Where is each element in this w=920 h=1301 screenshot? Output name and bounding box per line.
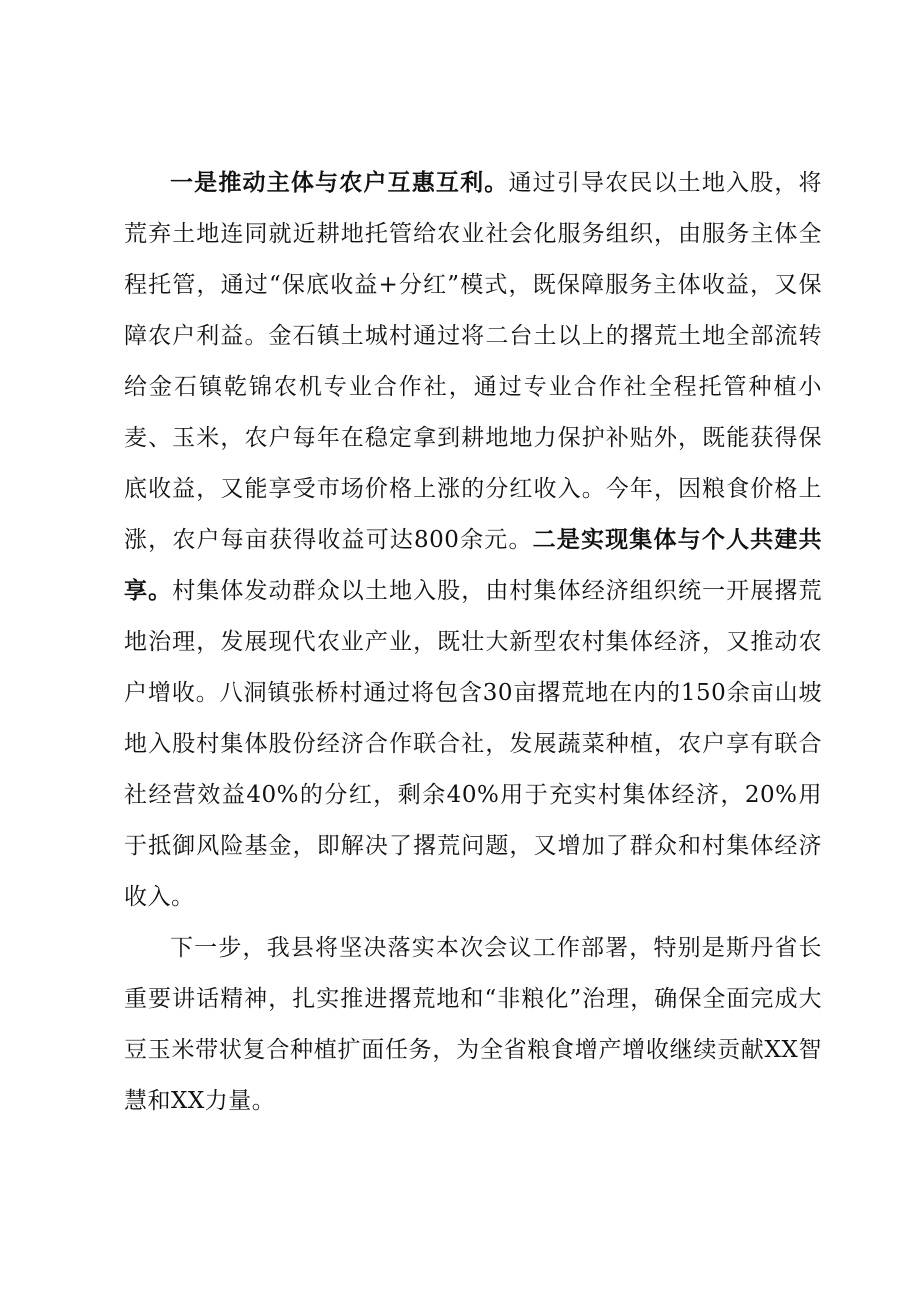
- heading-co-build-share: 二是实现集体与个人共建共享。: [124, 527, 822, 604]
- paragraph-next-step: [124, 923, 822, 1127]
- text-mutual-benefit: 通过引导农民以土地入股，将荒弃土地连同就近耕地托管给农业社会化服务组织，由服务主体全程托管，通过“保底收益+分红”模式，既保障服务主体收益，又保障农户利益。金石镇土城村通过将二台土以上的撂荒土地全部流转给金石镇乾锦农机专业合作社，通过专业合作社全程托管种植小麦、玉米，农户每年在稳定拿到耕地地力保护补贴外，既能获得保底收益，又能享受市场价格上涨的分红收入。今年，因粮食价格上涨，农户每亩获得收益可达800余元。: [124, 170, 823, 553]
- paragraph-measures: [124, 158, 822, 923]
- document-body: [124, 158, 822, 1127]
- heading-mutual-benefit: 一是推动主体与农户互惠互利。: [170, 170, 509, 196]
- text-co-build-share: 村集体发动群众以土地入股，由村集体经济组织统一开展撂荒地治理，发展现代农业产业，既壮大新型农村集体经济，又推动农户增收。八洞镇张桥村通过将包含30亩撂荒地在内的150余亩山坡地入股村集体股份经济合作联合社，发展蔬菜种植，农户享有联合社经营效益40%的分红，剩余40%用于充实村集体经济，20%用于抵御风险基金，即解决了撂荒问题，又增加了群众和村集体经济收入。: [124, 578, 823, 910]
- text-next-step: 下一步，我县将坚决落实本次会议工作部署，特别是斯丹省长重要讲话精神，扎实推进撂荒地和“非粮化”治理，确保全面完成大豆玉米带状复合种植扩面任务，为全省粮食增产增收继续贡献XX智慧和XX力量。: [124, 935, 822, 1114]
